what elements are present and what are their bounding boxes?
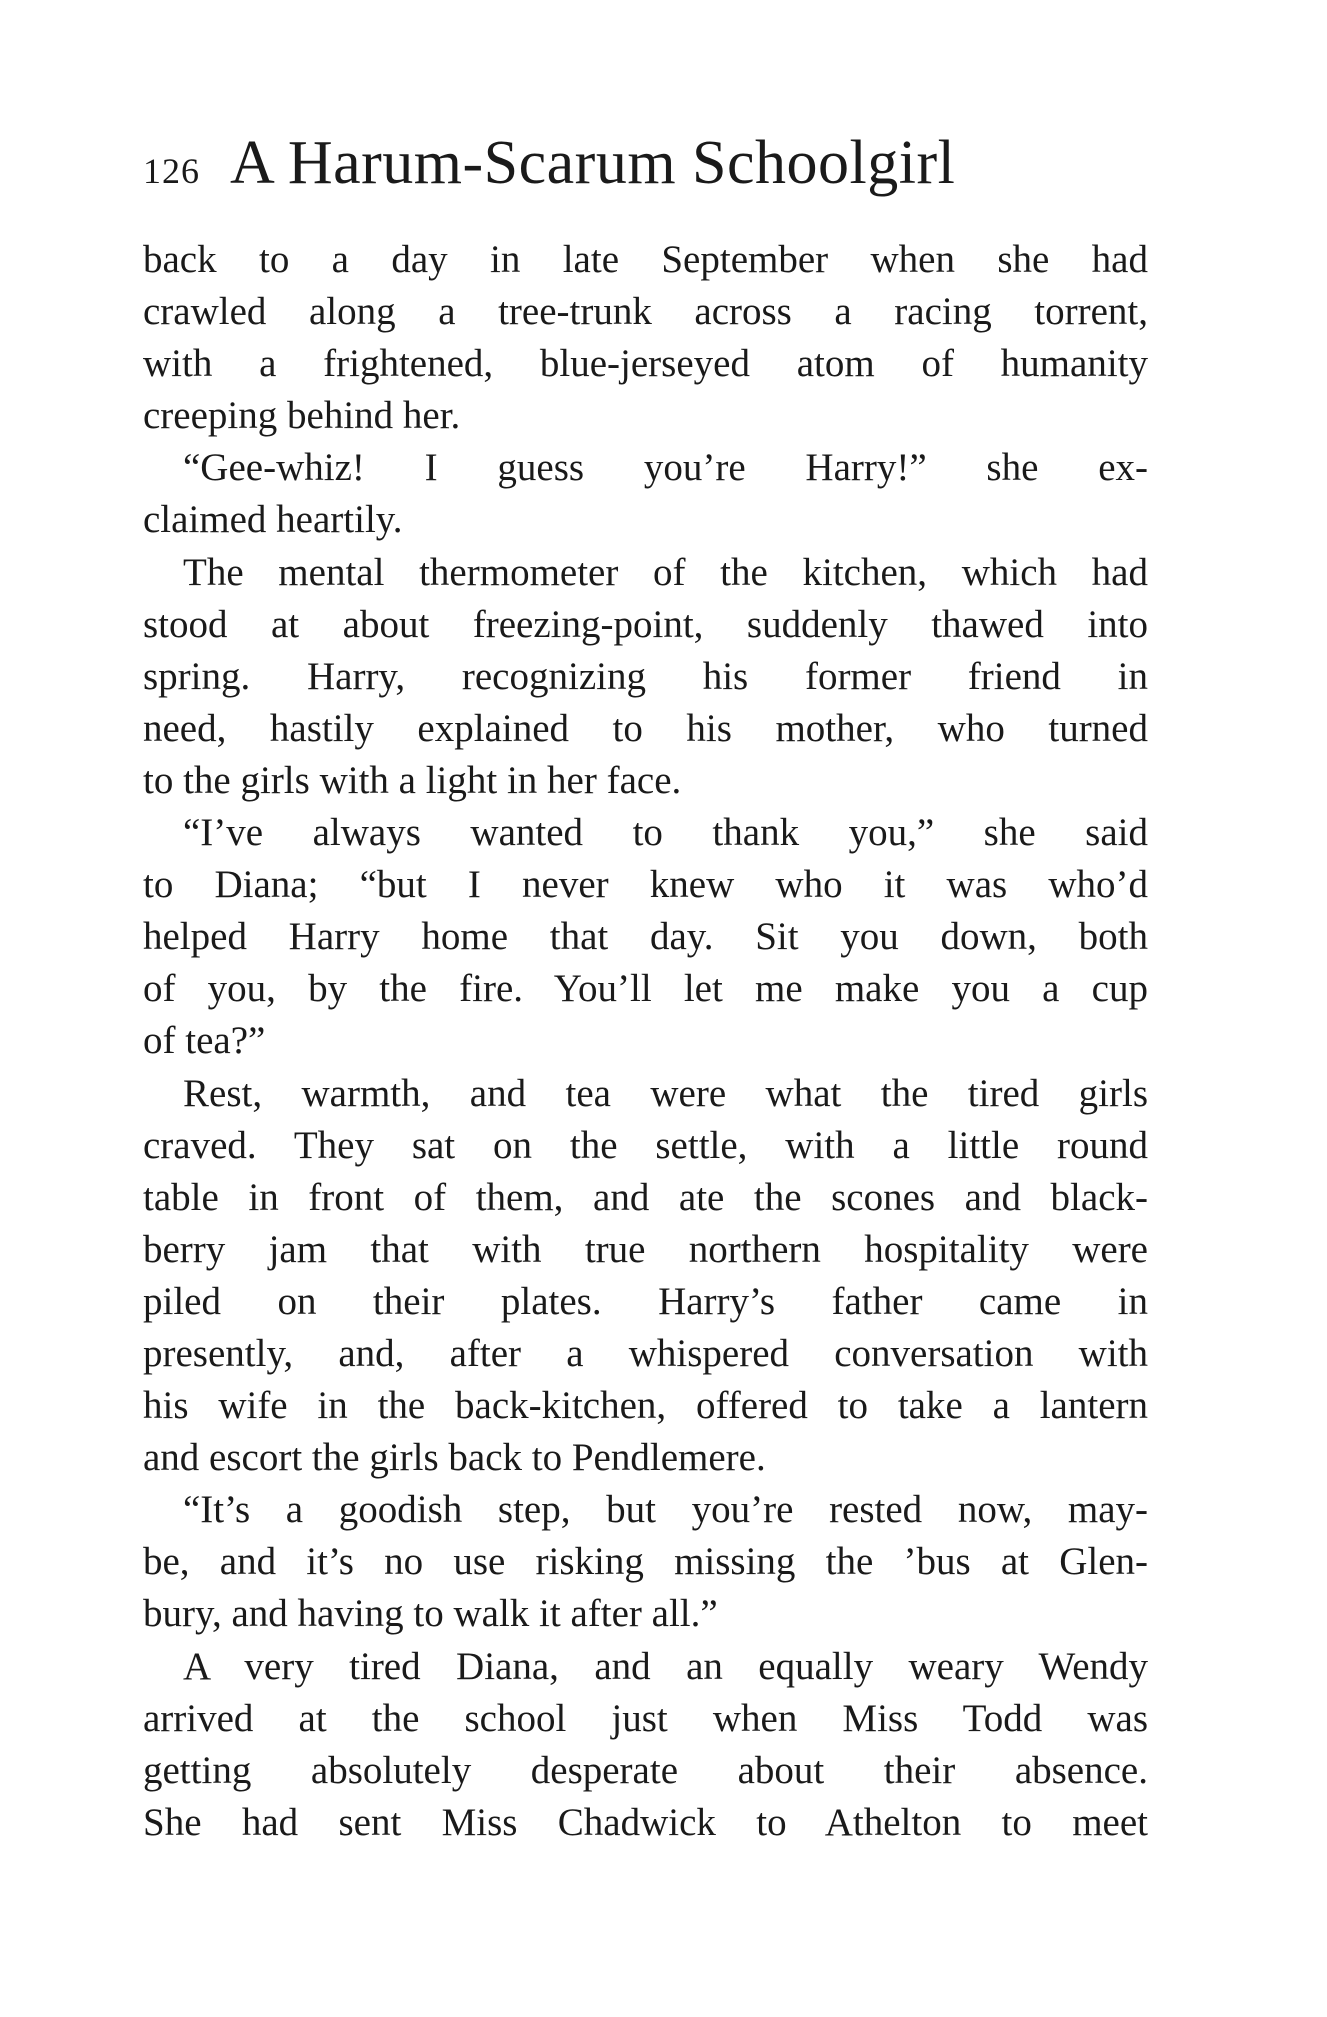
text-line: “Gee-whiz! I guess you’re Harry!” she ex- (183, 446, 1148, 490)
text-line: to Diana; “but I never knew who it was who’d (143, 863, 1148, 907)
text-line: bury, and having to walk it after all.” (143, 1592, 718, 1636)
text-line: “I’ve always wanted to thank you,” she said (183, 811, 1148, 855)
text-line: of tea?” (143, 1019, 266, 1063)
page-number: 126 (143, 151, 200, 191)
text-line: and escort the girls back to Pendlemere. (143, 1436, 766, 1480)
running-title: A Harum-Scarum Schoolgirl (230, 129, 956, 197)
text-line: need, hastily explained to his mother, who turned (143, 706, 1148, 750)
text-line: helped Harry home that day. Sit you down, both (143, 915, 1148, 959)
text-line: Rest, warmth, and tea were what the tired girls (183, 1071, 1148, 1115)
text-line: spring. Harry, recognizing his former friend in (143, 654, 1148, 698)
text-line: She had sent Miss Chadwick to Athelton to meet (143, 1800, 1148, 1844)
text-line: A very tired Diana, and an equally weary Wendy (183, 1644, 1148, 1688)
text-line: of you, by the fire. You’ll let me make you a cup (143, 967, 1148, 1011)
text-line: back to a day in late September when she had (143, 238, 1148, 281)
text-line: presently, and, after a whispered conversation with (143, 1331, 1148, 1375)
text-line: his wife in the back-kitchen, offered to take a lantern (143, 1384, 1148, 1428)
text-line: with a frightened, blue-jerseyed atom of humanity (143, 342, 1148, 386)
text-line: “It’s a goodish step, but you’re rested now, may- (183, 1488, 1148, 1532)
body-text (143, 234, 1148, 1849)
text-line: getting absolutely desperate about their absence. (143, 1748, 1148, 1792)
text-line: berry jam that with true northern hospitality were (143, 1227, 1148, 1271)
text-line: claimed heartily. (143, 498, 403, 542)
page-header (143, 128, 1153, 208)
text-line: piled on their plates. Harry’s father came in (143, 1279, 1148, 1323)
text-line: table in front of them, and ate the scones and black- (143, 1175, 1148, 1219)
text-line: to the girls with a light in her face. (143, 758, 682, 802)
text-line: creeping behind her. (143, 394, 461, 438)
text-line: The mental thermometer of the kitchen, which had (183, 550, 1148, 594)
text-line: be, and it’s no use risking missing the ’bus at Glen- (143, 1540, 1148, 1584)
text-line: crawled along a tree-trunk across a racing torrent, (143, 290, 1148, 334)
text-line: stood at about freezing-point, suddenly thawed into (143, 602, 1148, 646)
text-line: arrived at the school just when Miss Todd was (143, 1696, 1148, 1740)
text-line: craved. They sat on the settle, with a little round (143, 1123, 1148, 1167)
